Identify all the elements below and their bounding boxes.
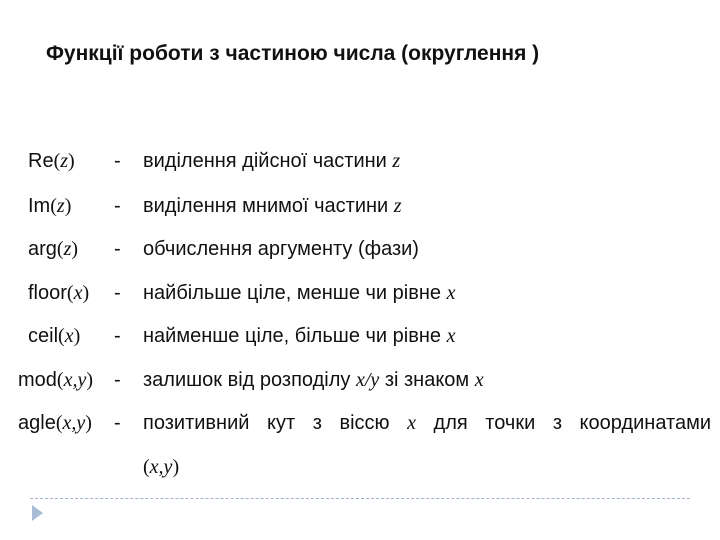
separator-dash: - <box>114 325 121 347</box>
function-description: позитивний кут з віссю x для точки з координатами <box>143 412 711 434</box>
function-description: найменше ціле, більше чи рівне x <box>143 325 456 347</box>
function-row-im <box>0 191 720 221</box>
function-row-mod <box>0 365 720 395</box>
footer-divider <box>30 498 690 499</box>
triangle-bullet-icon <box>32 505 43 521</box>
separator-dash: - <box>114 195 121 217</box>
function-row-ceil <box>0 321 720 351</box>
function-name: floor(x) <box>28 282 90 304</box>
function-name: ceil(x) <box>28 325 81 347</box>
page-title: Функції роботи з частиною числа (округлення ) <box>46 42 540 65</box>
function-row-arg <box>0 234 720 264</box>
function-name: mod(x,y) <box>18 369 94 391</box>
function-description: виділення мнимої частини z <box>143 195 402 217</box>
separator-dash: - <box>114 150 121 172</box>
separator-dash: - <box>114 238 121 260</box>
function-name: Re(z) <box>28 150 75 172</box>
description-continuation: (x,y) <box>143 456 180 478</box>
function-name: agle(x,y) <box>18 412 92 434</box>
function-description: обчислення аргументу (фази) <box>143 238 419 260</box>
separator-dash: - <box>114 282 121 304</box>
function-row-floor <box>0 278 720 308</box>
separator-dash: - <box>114 369 121 391</box>
function-description: найбільше ціле, менше чи рівне x <box>143 282 456 304</box>
function-description: залишок від розподілу x/y зі знаком x <box>143 369 484 391</box>
function-description: виділення дійсної частини z <box>143 150 401 172</box>
function-row-agle <box>0 408 720 438</box>
function-name: arg(z) <box>28 238 79 260</box>
function-name: Im(z) <box>28 195 72 217</box>
function-row-re <box>0 146 720 176</box>
separator-dash: - <box>114 412 121 434</box>
